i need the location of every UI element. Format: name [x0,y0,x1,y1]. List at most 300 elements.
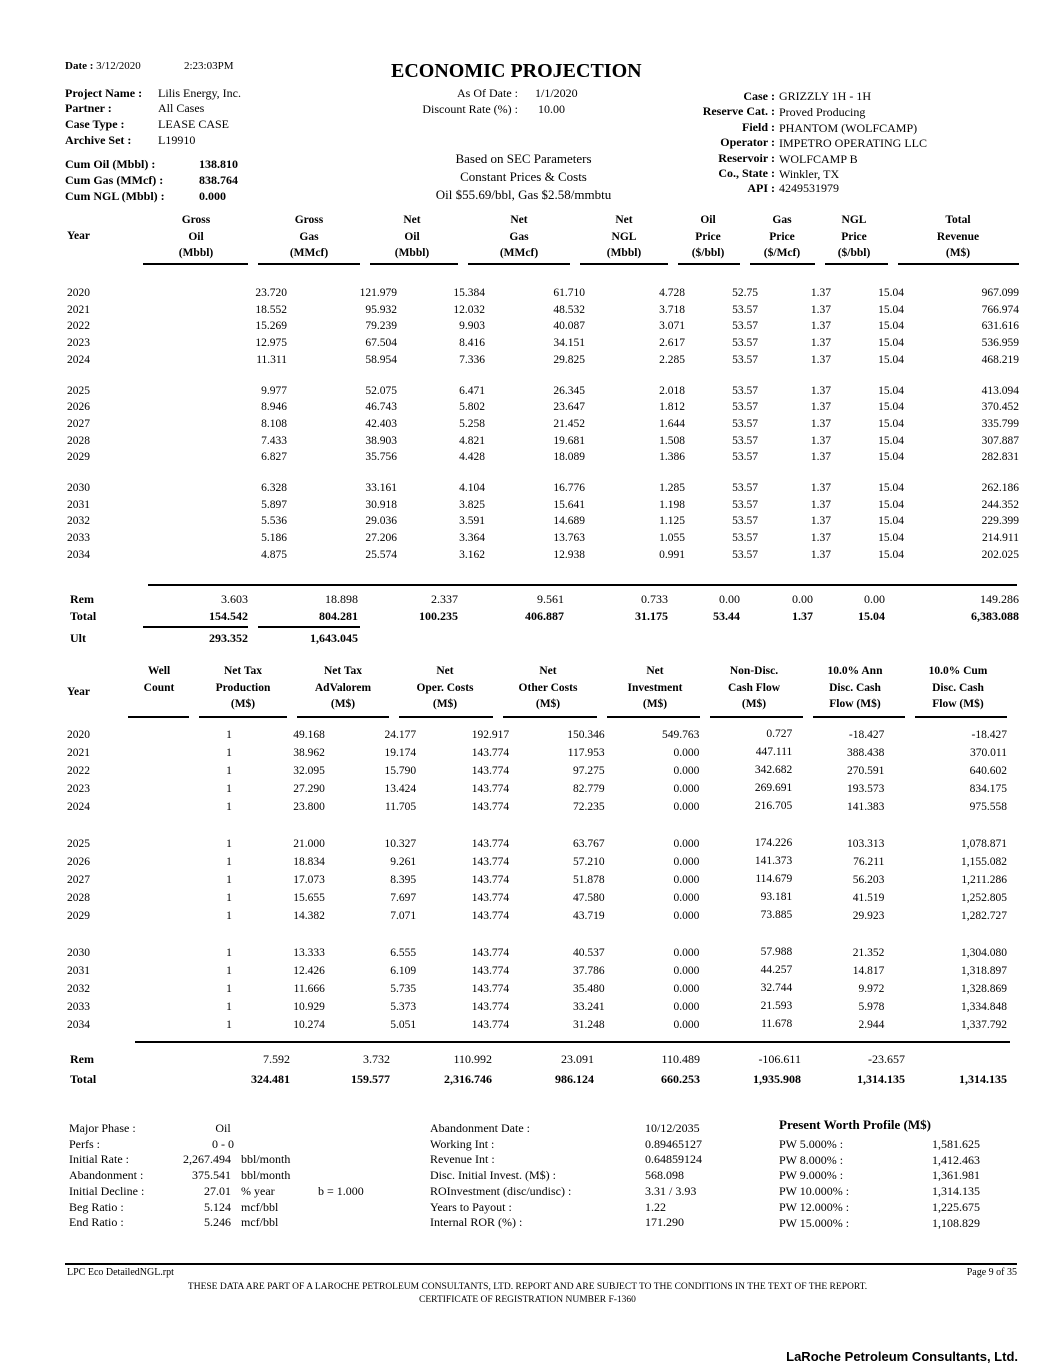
cashflow-header-cell: Non-Disc. [729,665,779,677]
value-cell: 631.616 [981,320,1019,333]
case-type-label: Case Type : [65,117,125,131]
cashflow-header-cell: 10.0% Cum [928,665,988,677]
value-cell: 15.04 [878,337,904,350]
value-cell: 19.681 [553,434,585,447]
value-cell: 141.383 [847,800,885,813]
cashflow-row [67,744,1007,762]
table1-rem-value: 2.337 [431,592,458,606]
production-header-cell: Year [67,230,90,242]
table1-ult-label: Ult [70,631,86,645]
row-spacer [67,816,1007,835]
param-value: Oil [215,1121,231,1135]
value-cell: 76.211 [853,855,885,868]
year-cell: 2029 [67,451,90,464]
production-row [67,383,1019,400]
table1-total-value: 406.887 [525,609,564,623]
value-cell: 307.887 [981,434,1019,447]
cashflow-header-cell: (M$) [535,698,561,710]
value-cell: 11.311 [256,353,287,366]
production-row [67,399,1019,416]
value-cell: 413.094 [981,384,1019,397]
pw-label: PW 12.000% : [779,1199,850,1214]
value-cell: 0.000 [673,891,700,904]
value-cell: 143.774 [471,946,510,959]
indicator-value: 568.098 [645,1168,684,1183]
value-cell: 12.032 [453,303,485,316]
cashflow-row [67,726,1007,744]
value-cell: 21.452 [553,417,585,430]
value-cell: 24.177 [384,728,417,741]
value-cell: 1,334.848 [961,1000,1007,1013]
value-cell: 73.885 [760,909,793,921]
value-cell: 53.57 [732,337,758,350]
cum-oil-label: Cum Oil (Mbbl) : [65,157,156,171]
value-cell: 9.972 [858,982,885,995]
value-cell: 549.763 [661,728,700,741]
value-cell: 270.591 [847,764,885,777]
value-cell: 7.433 [261,434,287,447]
value-cell: 15.04 [878,482,904,495]
value-cell: 15.04 [878,532,904,545]
value-cell: 192.917 [471,728,510,741]
value-cell: 53.57 [732,320,758,333]
pw-label: PW 5.000% : [779,1137,844,1151]
value-cell: 0.000 [673,964,700,977]
param-unit: bbl/month [241,1152,291,1167]
value-cell: 0.000 [673,909,700,922]
table2-total-value: 2,316.746 [444,1072,492,1086]
value-cell: 0.000 [673,982,700,995]
value-cell: 121.979 [359,287,397,299]
value-cell: 1.37 [810,434,831,447]
value-cell: 6.555 [390,946,417,959]
production-header-cell: ($/bbl) [837,247,871,259]
table2-total-value: 159.577 [351,1072,390,1086]
partner: All Cases [158,101,205,115]
as-of-date: 1/1/2020 [535,86,578,100]
basis-line-3: Oil $55.69/bbl, Gas $2.58/mmbtu [435,187,612,202]
value-cell: 53.57 [732,401,758,414]
table2-rem-value: -23.657 [868,1052,905,1066]
table2-rem-label: Rem [70,1052,94,1066]
value-cell: 53.57 [732,532,758,545]
value-cell: 269.691 [754,782,793,794]
cashflow-header-cell: AdValorem [314,681,372,694]
header-underline [128,716,189,718]
value-cell: 0.000 [673,764,700,777]
value-cell: 1.198 [659,498,685,511]
value-cell: 9.903 [459,320,485,333]
value-cell: 1.37 [810,532,831,545]
value-cell: 0.727 [766,728,793,740]
value-cell: 17.073 [293,873,325,886]
value-cell: 5.802 [459,401,485,414]
value-cell: 1.37 [810,417,831,430]
company-name: LaRoche Petroleum Consultants, Ltd. [786,1349,1018,1364]
value-cell: 1.285 [659,482,685,495]
value-cell: 0.000 [673,1018,700,1031]
production-row [67,285,1019,302]
param-value: 2,267.494 [183,1152,231,1167]
production-header-cell: Gross [294,214,324,226]
pw-value: 1,412.463 [932,1152,980,1167]
year-cell: 2028 [67,891,90,904]
b-exponent: b = 1.000 [318,1184,364,1198]
production-row [67,302,1019,319]
cum-oil: 138.810 [199,157,238,171]
value-cell: 1,282.727 [961,909,1007,922]
case: GRIZZLY 1H - 1H [779,89,872,103]
header-underline [898,263,1019,265]
header-underline [468,263,570,265]
value-cell: 4.875 [261,548,287,561]
cashflow-table [67,726,1007,1034]
value-cell: 93.181 [760,891,793,903]
value-cell: 5.735 [390,982,417,995]
cashflow-header-cell: Net [646,665,664,677]
table1-total-value: 53.44 [713,609,740,623]
reserve-cat-label: Reserve Cat. : [702,104,775,118]
value-cell: 1,252.805 [961,891,1007,904]
production-row [67,513,1019,530]
value-cell: 1.37 [810,303,831,316]
value-cell: 57.210 [573,855,605,868]
value-cell: 15.04 [878,303,904,316]
cashflow-header-cell: Net [539,665,557,677]
cashflow-row [67,962,1007,980]
value-cell: 40.087 [553,320,585,333]
header-underline [503,716,597,718]
cashflow-header-cell: Net Tax [323,665,363,677]
value-cell: 11.678 [761,1018,793,1030]
year-cell: 2025 [67,384,90,397]
row-spacer [67,925,1007,944]
table2-total-value: 1,935.908 [753,1072,801,1086]
value-cell: 1.37 [810,548,831,561]
cashflow-header-cell: Disc. Cash [932,681,984,694]
production-header-cell: Net [510,214,528,226]
value-cell: 43.719 [573,909,605,922]
value-cell: 766.974 [981,303,1019,316]
year-cell: 2033 [67,1000,90,1013]
cashflow-row [67,907,1007,925]
value-cell: 536.959 [981,337,1019,350]
header-underline [915,716,1007,718]
partner-label: Partner : [65,101,112,115]
cashflow-header-cell: (M$) [230,698,256,710]
value-cell: 95.932 [365,303,397,316]
cashflow-row [67,998,1007,1016]
value-cell: 1 [226,837,232,850]
year-cell: 2034 [67,1018,90,1031]
param-unit: mcf/bbl [241,1199,279,1214]
year-cell: 2031 [67,498,90,511]
co-state: Winkler, TX [779,167,840,181]
production-row [67,318,1019,335]
year-cell: 2024 [67,800,90,813]
cashflow-header-cell: Production [215,681,271,694]
value-cell: 143.774 [471,782,510,795]
production-header-cell: Total [945,214,971,226]
indicator-value: 1.22 [645,1199,666,1214]
indicator-label: Disc. Initial Invest. (M$) : [430,1168,556,1183]
value-cell: 0.000 [673,873,700,886]
header-underline [199,716,287,718]
value-cell: 1 [226,746,232,759]
value-cell: 23.800 [293,800,325,813]
param-unit: mcf/bbl [241,1215,279,1230]
cashflow-header-cell: Count [143,681,175,694]
table1-total-value: 31.175 [635,609,668,623]
value-cell: 21.593 [760,1000,793,1012]
table2-rem-value: 7.592 [263,1052,290,1066]
disclaimer-line-2: CERTIFICATE OF REGISTRATION NUMBER F-1360 [419,1295,636,1305]
table1-total-value: 100.235 [419,609,458,623]
production-row [67,335,1019,352]
value-cell: 15.04 [878,515,904,528]
value-cell: 4.428 [459,451,485,464]
value-cell: 1 [226,946,232,959]
value-cell: 967.099 [981,287,1019,299]
cashflow-header-cell: Flow (M$) [829,698,881,710]
param-value: 5.246 [204,1215,231,1230]
value-cell: 1.37 [810,320,831,333]
api: 4249531979 [779,181,839,195]
value-cell: 23.647 [553,401,585,414]
cashflow-header-cell: (M$) [741,698,767,710]
page-title: ECONOMIC PROJECTION [391,60,642,82]
param-label: Initial Decline : [69,1183,145,1198]
value-cell: 5.897 [261,498,287,511]
value-cell: 1.125 [659,515,685,528]
header-underline [813,716,905,718]
value-cell: 31.248 [573,1018,605,1031]
cashflow-row [67,835,1007,853]
value-cell: 1 [226,909,232,922]
cashflow-row [67,798,1007,816]
value-cell: -18.427 [971,728,1007,741]
production-header-cell: Price [695,230,721,243]
header-underline [750,263,815,265]
cashflow-row [67,944,1007,962]
value-cell: 15.04 [878,353,904,366]
value-cell: 1 [226,1018,232,1031]
value-cell: 9.261 [390,855,417,868]
value-cell: 143.774 [471,800,510,813]
value-cell: 4.104 [459,482,485,495]
value-cell: 1.812 [659,401,685,414]
value-cell: 15.641 [553,498,585,511]
table1-rem-label: Rem [70,592,94,606]
header-underline [710,716,803,718]
value-cell: 12.938 [553,548,585,561]
value-cell: 1.508 [659,434,685,447]
value-cell: 32.744 [760,982,793,994]
value-cell: 41.519 [852,891,885,904]
value-cell: 67.504 [365,337,397,350]
value-cell: 27.290 [293,782,325,795]
pw-label: PW 10.000% : [779,1184,850,1199]
indicator-label: Years to Payout : [430,1199,512,1214]
value-cell: 5.186 [261,532,287,545]
production-header-cell: Oil [188,230,204,243]
value-cell: 975.558 [969,800,1007,813]
case-label: Case : [743,89,775,103]
table2-total-value: 986.124 [555,1072,594,1086]
value-cell: 1.37 [810,384,831,397]
header-underline [399,716,493,718]
reservoir: WOLFCAMP B [779,152,858,166]
value-cell: 15.04 [878,384,904,397]
discount-rate-label: Discount Rate (%) : [422,102,518,116]
value-cell: 2.944 [858,1018,885,1031]
basis-line-1: Based on SEC Parameters [455,151,592,166]
value-cell: 0.000 [673,837,700,850]
archive-set: L19910 [158,133,196,147]
value-cell: 143.774 [471,891,510,904]
value-cell: 15.04 [878,320,904,333]
value-cell: 15.269 [255,320,287,333]
value-cell: 1 [226,964,232,977]
cashflow-header-cell: (M$) [642,698,668,710]
table2-total-label: Total [70,1072,97,1086]
value-cell: 97.275 [573,764,605,777]
value-cell: 370.452 [981,401,1019,414]
value-cell: 57.988 [760,946,793,958]
value-cell: 15.04 [878,287,904,299]
pw-value: 1,361.981 [932,1168,980,1183]
value-cell: 1 [226,800,232,813]
production-header-cell: Net [615,214,633,226]
production-header-cell: (Mbbl) [394,247,430,259]
ult-rule-oil [143,626,248,628]
value-cell: 11.666 [293,982,325,995]
production-header-cell: Gas [299,230,319,243]
table2-rem-value: -106.611 [758,1052,801,1066]
cum-gas-label: Cum Gas (MMcf) : [65,173,164,187]
value-cell: 52.075 [365,384,397,397]
value-cell: 26.345 [553,384,585,397]
value-cell: 15.04 [878,434,904,447]
production-row [67,497,1019,514]
production-row [67,416,1019,433]
value-cell: 10.274 [293,1018,325,1031]
value-cell: 15.655 [293,891,325,904]
value-cell: 5.536 [261,515,287,528]
pw-profile-title: Present Worth Profile (M$) [779,1117,931,1132]
cashflow-header-cell: (M$) [432,698,458,710]
value-cell: 143.774 [471,764,510,777]
value-cell: 117.953 [567,746,605,759]
value-cell: 10.327 [384,837,417,850]
production-header-cell: Price [841,230,867,243]
value-cell: 141.373 [754,855,793,867]
value-cell: 3.071 [659,320,685,333]
production-row [67,480,1019,497]
value-cell: 0.000 [673,946,700,959]
value-cell: 370.011 [970,746,1007,759]
value-cell: 15.384 [453,287,485,299]
cashflow-rem-rule [135,1041,1010,1043]
year-cell: 2021 [67,746,90,759]
value-cell: 16.776 [553,482,585,495]
row-spacer [67,369,1019,383]
value-cell: 29.923 [852,909,885,922]
year-cell: 2026 [67,401,90,414]
table2-total-value: 324.481 [251,1072,290,1086]
param-label: End Ratio : [69,1215,124,1230]
value-cell: 53.57 [732,498,758,511]
value-cell: 335.799 [981,417,1019,430]
year-cell: 2034 [67,548,90,561]
cashflow-header-cell: 10.0% Ann [827,665,883,677]
value-cell: 56.203 [852,873,885,886]
year-cell: 2030 [67,482,90,495]
value-cell: 44.257 [760,964,793,976]
year-cell: 2027 [67,417,90,430]
value-cell: 30.918 [365,498,397,511]
value-cell: 15.04 [878,548,904,561]
value-cell: 14.382 [293,909,325,922]
value-cell: 51.878 [573,873,605,886]
value-cell: 40.537 [573,946,605,959]
value-cell: 79.239 [365,320,397,333]
value-cell: 1,078.871 [961,837,1007,850]
value-cell: 202.025 [981,548,1019,561]
archive-set-label: Archive Set : [65,133,132,147]
value-cell: 35.480 [573,982,605,995]
value-cell: 6.827 [261,451,287,464]
header-underline [370,263,458,265]
production-header-cell: (MMcf) [499,247,539,259]
table1-rem-value: 0.00 [719,592,740,606]
cashflow-header-cell: Net Tax [223,665,263,677]
cum-ngl: 0.000 [199,189,226,203]
value-cell: 10.929 [293,1000,325,1013]
value-cell: 193.573 [847,782,885,795]
value-cell: 14.689 [553,515,585,528]
value-cell: 37.786 [573,964,605,977]
value-cell: 216.705 [754,800,793,812]
value-cell: 0.000 [673,746,700,759]
value-cell: 49.168 [293,728,325,741]
year-cell: 2022 [67,320,90,333]
header-underline [678,263,740,265]
value-cell: 47.580 [573,891,605,904]
ult-rule-gas [258,626,360,628]
table2-total-value: 660.253 [661,1072,700,1086]
header-underline [297,716,389,718]
value-cell: 0.000 [673,782,700,795]
value-cell: 53.57 [732,451,758,464]
value-cell: 1,304.080 [961,946,1007,959]
table1-rem-value: 18.898 [325,592,358,606]
pw-label: PW 8.000% : [779,1152,844,1167]
value-cell: 5.051 [390,1018,417,1031]
value-cell: 34.151 [553,337,585,350]
project-name: Lilis Energy, Inc. [158,86,241,100]
value-cell: 262.186 [981,482,1019,495]
value-cell: 2.617 [659,337,685,350]
value-cell: 0.000 [673,800,700,813]
value-cell: 32.095 [293,764,325,777]
param-value: 375.541 [192,1168,231,1183]
cashflow-row [67,780,1007,798]
year-cell: 2022 [67,764,90,777]
production-header-cell: Oil [700,214,716,226]
footer-rule [65,1263,1017,1265]
value-cell: 282.831 [981,451,1019,464]
